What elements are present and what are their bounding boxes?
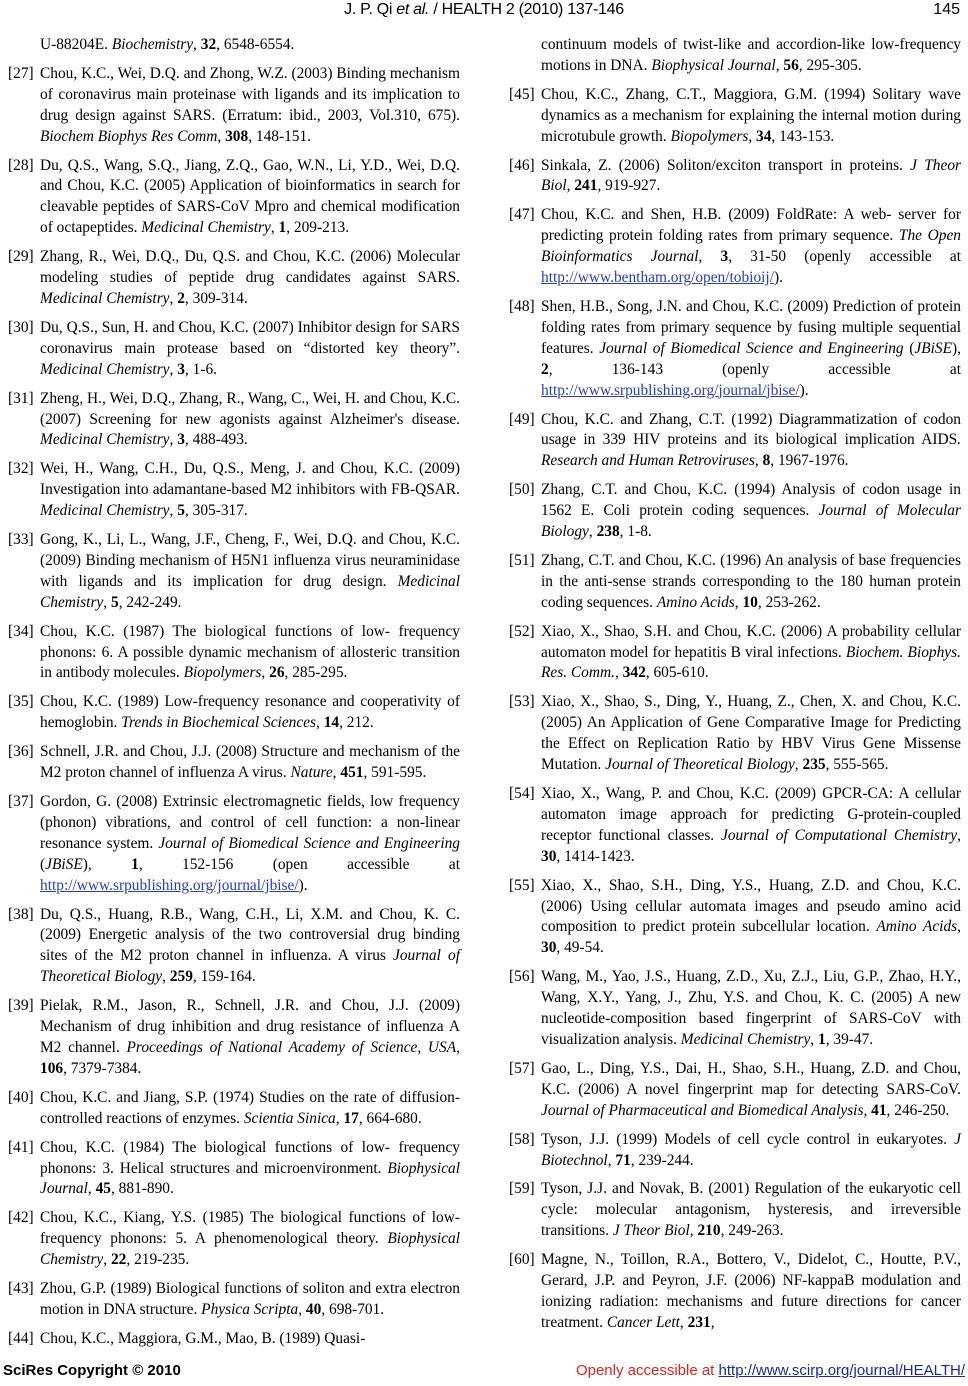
reference-text: U-88204E. (40, 36, 112, 53)
reference-continuation (8, 35, 460, 56)
reference-text: , 39-47. (825, 1030, 874, 1048)
reference-text: Chou, K.C. and Zhang, C.T. (1992) Diagrammatization of codon usage in 339 HIV proteins and its biological implication AIDS (541, 410, 961, 449)
reference-number: [58] (509, 1130, 535, 1148)
reference-number: [51] (509, 551, 535, 569)
reference-item (8, 64, 460, 148)
reference-text: , 1-6. (184, 360, 217, 378)
reference-journal-italic: The Open Bioinformatics Journal (541, 227, 961, 266)
reference-item (509, 1130, 961, 1172)
reference-text: , 136-143 (openly accessible at (548, 360, 961, 378)
reference-volume-bold: 2 (541, 360, 549, 378)
reference-text: Pielak, R.M., Jason, R., Schnell, J.R. and Chou, J.J. (2009) Mechanism of drug inhibition and drug resistance of influenza A M2 channel. (40, 997, 460, 1056)
reference-volume-bold: 10 (742, 593, 758, 611)
reference-text: ( (903, 339, 915, 357)
reference-number: [36] (8, 743, 34, 761)
copyright-notice: SciRes Copyright © 2010 (3, 1362, 181, 1379)
reference-journal-italic: Journal of Theoretical Biology (40, 947, 460, 986)
reference-item (509, 967, 961, 1051)
reference-text: Chou, K.C. (1984) The biological functions of low- frequency phonons: 3. Helical structures and microenvironment. (40, 1138, 460, 1177)
reference-item (8, 692, 460, 734)
reference-journal-italic: J Theor Biol (612, 1222, 690, 1240)
reference-text: , 295-305. (798, 56, 862, 74)
reference-text: Zhang, R., Wei, D.Q., Du, Q.S. and Chou, K.C. (2006) Molecular modeling studies of peptide drug candidates against SARS. (40, 248, 460, 287)
reference-text: Gao, L., Ding, Y.S., Dai, H., Shao, S.H., Huang, Z.D. and Chou, K.C. (2006) A novel fingerprint map for detecting SARS-CoV. (541, 1059, 961, 1098)
reference-number: [45] (509, 85, 535, 103)
reference-number: [59] (509, 1180, 535, 1198)
reference-url-link[interactable]: http://www.srpublishing.org/journal/jbise/ (40, 876, 299, 894)
reference-journal-italic: Amino Acids (876, 918, 958, 936)
reference-journal-italic: Journal of Biomedical Science and Engineering (599, 339, 904, 357)
reference-number: [38] (8, 905, 34, 923)
reference-item (8, 1208, 460, 1271)
reference-journal-italic: Biophysical Chemistry (40, 1230, 460, 1269)
reference-text: , (169, 431, 178, 449)
reference-volume-bold: 26 (269, 664, 285, 682)
reference-text: Chou, K.C., Maggiora, G.M., Mao, B. (1989) Quasi- (40, 1329, 366, 1347)
reference-text: continuum models of twist-like and accordion-like low-frequency motions in DNA. (541, 36, 961, 74)
reference-item (8, 318, 460, 381)
reference-item (509, 410, 961, 473)
reference-journal-italic: Proceedings of National Academy of Science, USA (126, 1038, 457, 1056)
reference-journal-italic: Journal of Computational Chemistry (721, 826, 958, 844)
reference-item (8, 622, 460, 685)
reference-text: , 1-8. (619, 523, 652, 541)
reference-text: ). (799, 381, 809, 399)
reference-journal-italic: Biochem Biophys Res Comm (40, 127, 218, 145)
header-et-al: et al. (396, 1, 430, 18)
reference-journal-italic: Biochemistry (111, 36, 194, 53)
reference-text: , (794, 756, 803, 774)
reference-number: [27] (8, 64, 34, 82)
reference-text: , 285-295. (284, 664, 348, 682)
reference-number: [55] (509, 876, 535, 894)
reference-volume-bold: 235 (802, 756, 826, 774)
reference-text: , 591-595. (363, 764, 427, 782)
reference-text: , (734, 593, 743, 611)
reference-journal-italic: Trends in Biochemical Sciences (121, 714, 316, 732)
reference-text: , (957, 918, 961, 936)
reference-text: , 219-235. (126, 1251, 190, 1269)
reference-number: [28] (8, 156, 34, 174)
reference-text: Chou, K.C., Zhang, C.T., Maggiora, G.M. (1994) Solitary wave dynamics as a mechanism for explaining the internal motion during microtubule growth. (541, 85, 961, 145)
reference-number: [34] (8, 622, 34, 640)
reference-volume-bold: 71 (615, 1151, 631, 1169)
reference-journal-italic: Medicinal Chemistry (40, 431, 170, 449)
references-left-column (8, 35, 460, 1358)
reference-number: [60] (509, 1251, 535, 1269)
reference-number: [29] (8, 248, 34, 266)
reference-text: , (754, 452, 763, 470)
reference-journal-italic: J Theor Biol (541, 156, 962, 195)
reference-text: ( (40, 855, 46, 873)
reference-item (8, 247, 460, 310)
reference-text: , (810, 1030, 818, 1048)
reference-text: Xiao, X., Shao, S.H., Ding, Y.S., Huang, Z.D. and Chou, K.C. (2006) Using cellular automata images and pseudo amino acid composition to predict protein subcellular location. (541, 876, 961, 936)
reference-item (509, 1179, 961, 1242)
reference-text: ), (82, 855, 132, 873)
reference-volume-bold: 5 (177, 502, 185, 520)
reference-text: Chou, K.C. and Shen, H.B. (2009) FoldRate: A web- server for predicting protein folding rates from primary sequence. (541, 206, 961, 245)
reference-item (509, 622, 961, 685)
reference-text: Xiao, X., Shao, S.H. and Chou, K.C. (2006) A probability cellular automaton model for hepatitis B viral infections. (541, 622, 961, 661)
reference-journal-italic: Medicinal Chemistry (40, 572, 460, 611)
reference-number: [56] (509, 968, 535, 986)
reference-number: [47] (509, 206, 535, 224)
reference-item (8, 1279, 460, 1321)
reference-continuation (509, 35, 961, 77)
reference-text: Du, Q.S., Sun, H. and Chou, K.C. (2007) Inhibitor design for SARS coronavirus main protease based on “distorted key theory”. (40, 318, 460, 357)
reference-volume-bold: 231 (687, 1313, 711, 1331)
reference-item (509, 784, 961, 868)
reference-text: , (332, 764, 341, 782)
reference-text: , 7379-7384. (63, 1059, 142, 1077)
reference-number: [44] (8, 1329, 34, 1347)
reference-text: Chou, K.C. (1987) The biological functions of low- frequency phonons: 6. A possible dynamic mechanism of allosteric transition in antibody molecules. (40, 622, 460, 682)
reference-text: Zhang, C.T. and Chou, K.C. (1996) An analysis of base frequencies in the anti-sense strands corresponding to the 180 human protein coding sequences. (541, 551, 961, 611)
reference-journal-italic: Biopolymers (183, 664, 262, 682)
reference-text: Xiao, X., Shao, S., Ding, Y., Huang, Z., Chen, X. and Chou, K.C. (2005) An Application of Gene Comparative Image for Predicting the Effect on Replication Ratio by HBV Virus Gene Missense Mutation. (541, 693, 961, 774)
reference-text: , 881-890. (110, 1180, 174, 1198)
reference-volume-bold: 342 (622, 664, 646, 682)
reference-volume-bold: 22 (110, 1251, 127, 1269)
reference-volume-bold: 2 (177, 289, 185, 307)
reference-item (509, 85, 961, 148)
reference-text: , (335, 1109, 344, 1127)
reference-volume-bold: 3 (177, 360, 185, 378)
reference-number: [40] (8, 1088, 34, 1106)
reference-number: [43] (8, 1280, 34, 1298)
reference-text: , 605-610. (645, 664, 709, 682)
reference-volume-bold: 1 (131, 855, 139, 873)
reference-text: , 49-54. (556, 939, 604, 957)
reference-text: , 152-156 (open accessible at (138, 855, 460, 873)
reference-text: ). (773, 269, 783, 287)
reference-item (8, 389, 460, 452)
reference-number: [37] (8, 793, 34, 810)
reference-item (509, 692, 961, 776)
reference-number: [32] (8, 460, 34, 478)
reference-number: [42] (8, 1209, 34, 1227)
reference-item (8, 530, 460, 614)
reference-volume-bold: 3 (177, 431, 185, 449)
reference-number: [54] (509, 785, 535, 802)
journal-link[interactable]: http://www.scirp.org/journal/HEALTH/ (718, 1362, 965, 1379)
reference-volume-bold: 210 (697, 1222, 721, 1240)
reference-text: , (103, 593, 111, 611)
reference-volume-bold: 5 (110, 593, 119, 611)
reference-text: , (679, 1313, 688, 1331)
reference-text: , (87, 1180, 96, 1198)
reference-journal-italic: Medicinal Chemistry (680, 1030, 811, 1048)
reference-journal-italic: Medicinal Chemistry (141, 219, 271, 237)
reference-text: , (710, 1313, 715, 1331)
page-footer (0, 1362, 968, 1384)
reference-text: , 31-50 (openly accessible at (728, 248, 961, 266)
reference-url-link[interactable]: http://www.srpublishing.org/journal/jbise/ (541, 381, 800, 399)
reference-journal-italic: Physica Scripta (201, 1300, 299, 1318)
reference-text: , (261, 664, 270, 682)
reference-text: , 249-263. (720, 1222, 784, 1240)
reference-item (8, 792, 460, 897)
reference-volume-bold: 30 (541, 847, 557, 865)
reference-number: [57] (509, 1059, 535, 1077)
reference-text: , 664-680. (358, 1109, 422, 1127)
reference-journal-italic: Cancer Lett (606, 1313, 680, 1331)
reference-text: , (169, 289, 178, 307)
reference-text: , 919-927. (597, 177, 661, 195)
reference-text: , (588, 523, 597, 541)
reference-volume-bold: 1 (278, 219, 287, 237)
reference-text: , 309-314. (184, 289, 248, 307)
reference-journal-italic: Scientia Sinica (243, 1109, 336, 1127)
reference-journal-italic: Medicinal Chemistry (40, 289, 170, 307)
reference-text: , (748, 127, 757, 145)
reference-journal-italic: JBiSE (45, 855, 83, 873)
reference-text: , 242-249. (118, 593, 182, 611)
reference-text: , 253-262. (757, 593, 821, 611)
reference-number: [46] (509, 156, 535, 174)
reference-text: , (957, 826, 961, 844)
reference-number: [33] (8, 531, 34, 549)
reference-journal-italic: Amino Acids (656, 593, 735, 611)
reference-journal-italic: Biopolymers (670, 127, 749, 145)
reference-text: , (270, 219, 279, 237)
reference-item (8, 1329, 460, 1350)
reference-number: [48] (509, 297, 535, 315)
reference-number: [39] (8, 997, 34, 1015)
reference-volume-bold: 30 (541, 939, 557, 957)
reference-text: , (103, 1251, 111, 1269)
reference-text: ), (952, 339, 961, 357)
reference-item (509, 876, 961, 960)
reference-number: [35] (8, 693, 34, 711)
reference-text: Chou, K.C., Wei, D.Q. and Zhong, W.Z. (2003) Binding mechanism of coronavirus main proteinase with ligands and its implication to drug design against SARS. (Erratum: ibid., 2003, Vol.310, 675). (40, 64, 460, 124)
reference-number: [49] (509, 410, 535, 428)
header-title (0, 1, 968, 19)
reference-text: , 488-493. (184, 431, 248, 449)
reference-text: Zhou, G.P. (1989) Biological functions of soliton and extra electron motion in DNA structure. (40, 1280, 460, 1318)
reference-number: [52] (509, 622, 535, 640)
reference-text: , 148-151. (248, 127, 312, 145)
reference-text: , (566, 177, 575, 195)
reference-text: , 159-164. (192, 968, 256, 986)
reference-text: Du, Q.S., Huang, R.B., Wang, C.H., Li, X.M. and Chou, K. C. (2009) Energetic analysis of the two controversial drug binding sites of the M2 proton channel in influenza. A virus (40, 905, 460, 965)
reference-item (8, 905, 460, 989)
reference-text: , (298, 1300, 306, 1318)
reference-volume-bold: 41 (871, 1101, 887, 1119)
reference-text: Schnell, J.R. and Chou, J.J. (2008) Structure and mechanism of the M2 proton channel of influenza A virus. (40, 743, 460, 782)
reference-text: Tyson, J.J. (1999) Models of cell cycle control in eukaryotes. (541, 1130, 955, 1148)
reference-journal-italic: Biophysical Journal (651, 56, 776, 74)
reference-text: , 1967-1976. (770, 452, 849, 470)
reference-text: , (607, 1151, 616, 1169)
reference-volume-bold: 241 (574, 177, 598, 195)
reference-journal-italic: Nature (290, 764, 333, 782)
reference-text: , 305-317. (184, 502, 248, 520)
reference-text: Zhang, C.T. and Chou, K.C. (1994) Analysis of codon usage in 1562 E. Coli protein coding sequences. (541, 481, 961, 520)
reference-text: , (863, 1101, 872, 1119)
reference-text: , (316, 714, 324, 732)
reference-text: ). (298, 876, 308, 894)
reference-text: Du, Q.S., Wang, S.Q., Jiang, Z.Q., Gao, W.N., Li, Y.D., Wei, D.Q. and Chou, K.C. (2005) Application of bioinformatics in search for cleavable peptides of SARS-CoV Mpro and chemical modification of octapeptides. (40, 156, 460, 237)
reference-item (8, 459, 460, 522)
reference-journal-italic: Biophysical Journal (40, 1159, 460, 1198)
reference-journal-italic: Medicinal Chemistry (40, 360, 170, 378)
reference-text: , (456, 1038, 461, 1056)
reference-number: [30] (8, 318, 34, 336)
reference-text: , (169, 360, 178, 378)
reference-text: , (689, 1222, 698, 1240)
reference-journal-italic: . Research and Human Retroviruses (541, 431, 961, 470)
page-number: 145 (933, 1, 960, 18)
reference-url-link[interactable]: http://www.bentham.org/open/tobioij/ (541, 269, 774, 287)
reference-text: , (217, 127, 226, 145)
reference-volume-bold: 1 (818, 1030, 826, 1048)
reference-volume-bold: 451 (340, 764, 364, 782)
reference-volume-bold: 34 (756, 127, 772, 145)
reference-text: , (169, 502, 178, 520)
access-text: Openly accessible at (575, 1362, 719, 1379)
reference-journal-italic: Journal of Biomedical Science and Engineering (158, 834, 460, 852)
reference-text: , 246-250. (886, 1101, 950, 1119)
reference-text: Shen, H.B., Song, J.N. and Chou, K.C. (2009) Prediction of protein folding rates from primary sequence by fusing multiple sequential features. (541, 297, 961, 357)
reference-text: Chou, K.C. and Jiang, S.P. (1974) Studies on the rate of diffusion-controlled reactions of enzymes. (40, 1088, 460, 1127)
reference-text: Magne, N., Toillon, R.A., Bottero, V., Didelot, C., Houtte, P.V., Gerard, J.P. and Peyron, J.F. (2006) NF-kappaB modulation and ionizing radiation: mechanisms and future directions for cancer treatment. (541, 1251, 961, 1331)
reference-journal-italic: Journal of Molecular Biology (541, 502, 961, 541)
reference-item (8, 996, 460, 1080)
reference-item (509, 297, 961, 402)
reference-text: Wei, H., Wang, C.H., Du, Q.S., Meng, J. and Chou, K.C. (2009) Investigation into adamantane-based M2 inhibitors with FB-QSAR. (40, 460, 460, 499)
reference-item (509, 551, 961, 614)
reference-number: [31] (8, 389, 34, 407)
reference-text: , (162, 968, 170, 986)
reference-volume-bold: 8 (762, 452, 771, 470)
reference-volume-bold: 32 (200, 36, 217, 53)
reference-item (509, 205, 961, 289)
header-journal: / HEALTH 2 (2010) 137-146 (429, 1, 624, 18)
reference-item (8, 1088, 460, 1130)
reference-journal-italic: JBiSE (914, 339, 953, 357)
reference-text: Gordon, G. (2008) Extrinsic electromagnetic fields, low frequency (phonon) vibrations, and control of cell function: a non-linear resonance system. (40, 793, 460, 852)
reference-volume-bold: 259 (169, 968, 193, 986)
reference-volume-bold: 238 (596, 523, 620, 541)
reference-text: , 239-244. (630, 1151, 694, 1169)
reference-item (8, 742, 460, 784)
reference-text: , 6548-6554. (216, 36, 295, 53)
reference-item (509, 480, 961, 543)
reference-text: , (698, 248, 721, 266)
reference-text: Tyson, J.J. and Novak, B. (2001) Regulation of the eukaryotic cell cycle: molecular antagonism, hysteresis, and irreversible transitions. (541, 1180, 961, 1240)
reference-journal-italic: Biochem. Biophys. Res. Comm. (541, 643, 961, 682)
reference-volume-bold: 40 (305, 1300, 322, 1318)
reference-number: [50] (509, 481, 535, 499)
reference-volume-bold: 56 (783, 56, 799, 74)
reference-text: Zheng, H., Wei, D.Q., Zhang, R., Wang, C., Wei, H. and Chou, K.C. (2007) Screening for new agonists against Alzheimer's disease. (40, 389, 460, 428)
reference-text: , (614, 664, 623, 682)
reference-text: Xiao, X., Wang, P. and Chou, K.C. (2009) GPCR-CA: A cellular automaton image approach for predicting G-protein-coupled receptor functional classes. (541, 785, 961, 844)
reference-volume-bold: 17 (343, 1109, 359, 1127)
references-right-column (509, 35, 961, 1342)
reference-text: Sinkala, Z. (2006) Soliton/exciton transport in proteins. (541, 156, 911, 174)
reference-text: Wang, M., Yao, J.S., Huang, Z.D., Xu, Z.J., Liu, G.P., Zhao, H.Y., Wang, X.Y., Yang, J., Zhu, Y.S. and Chou, K. C. (2005) A new nucleotide-composition based fingerprint of SARS-CoV with visualization analysis. (541, 968, 961, 1048)
reference-journal-italic: Journal of Theoretical Biology (605, 756, 795, 774)
reference-text: Chou, K.C. (1989) Low-frequency resonance and cooperativity of hemoglobin. (40, 693, 460, 732)
reference-volume-bold: 14 (323, 714, 340, 732)
reference-text: , 555-565. (825, 756, 889, 774)
reference-journal-italic: Journal of Pharmaceutical and Biomedical Analysis (541, 1101, 864, 1119)
reference-text: , 209-213. (286, 219, 350, 237)
reference-item (509, 1250, 961, 1334)
reference-text: , 698-701. (321, 1300, 385, 1318)
reference-item (8, 156, 460, 240)
running-header (0, 0, 968, 24)
reference-text: , 1414-1423. (556, 847, 635, 865)
reference-volume-bold: 45 (95, 1180, 111, 1198)
access-notice (576, 1362, 965, 1379)
reference-number: [41] (8, 1138, 34, 1156)
header-authors: J. P. Qi (344, 1, 397, 18)
reference-volume-bold: 106 (40, 1059, 64, 1077)
reference-item (8, 1138, 460, 1201)
reference-text: Gong, K., Li, L., Wang, J.F., Cheng, F., Wei, D.Q. and Chou, K.C. (2009) Binding mechanism of H5N1 influenza virus neuraminidase with ligands and its implication for drug design. (40, 531, 460, 590)
reference-item (509, 156, 961, 198)
reference-text: Chou, K.C., Kiang, Y.S. (1985) The biological functions of low-frequency phonons: 5. A phenomenological theory. (40, 1209, 460, 1248)
reference-journal-italic: J Biotechnol (541, 1130, 961, 1169)
reference-item (509, 1059, 961, 1122)
reference-volume-bold: 3 (720, 248, 729, 266)
reference-number: [53] (509, 693, 535, 711)
reference-text: , (193, 36, 201, 53)
reference-text: , 212. (339, 714, 374, 732)
reference-text: , (775, 56, 784, 74)
reference-volume-bold: 308 (225, 127, 249, 145)
reference-journal-italic: Medicinal Chemistry (40, 502, 170, 520)
reference-text: , 143-153. (771, 127, 835, 145)
